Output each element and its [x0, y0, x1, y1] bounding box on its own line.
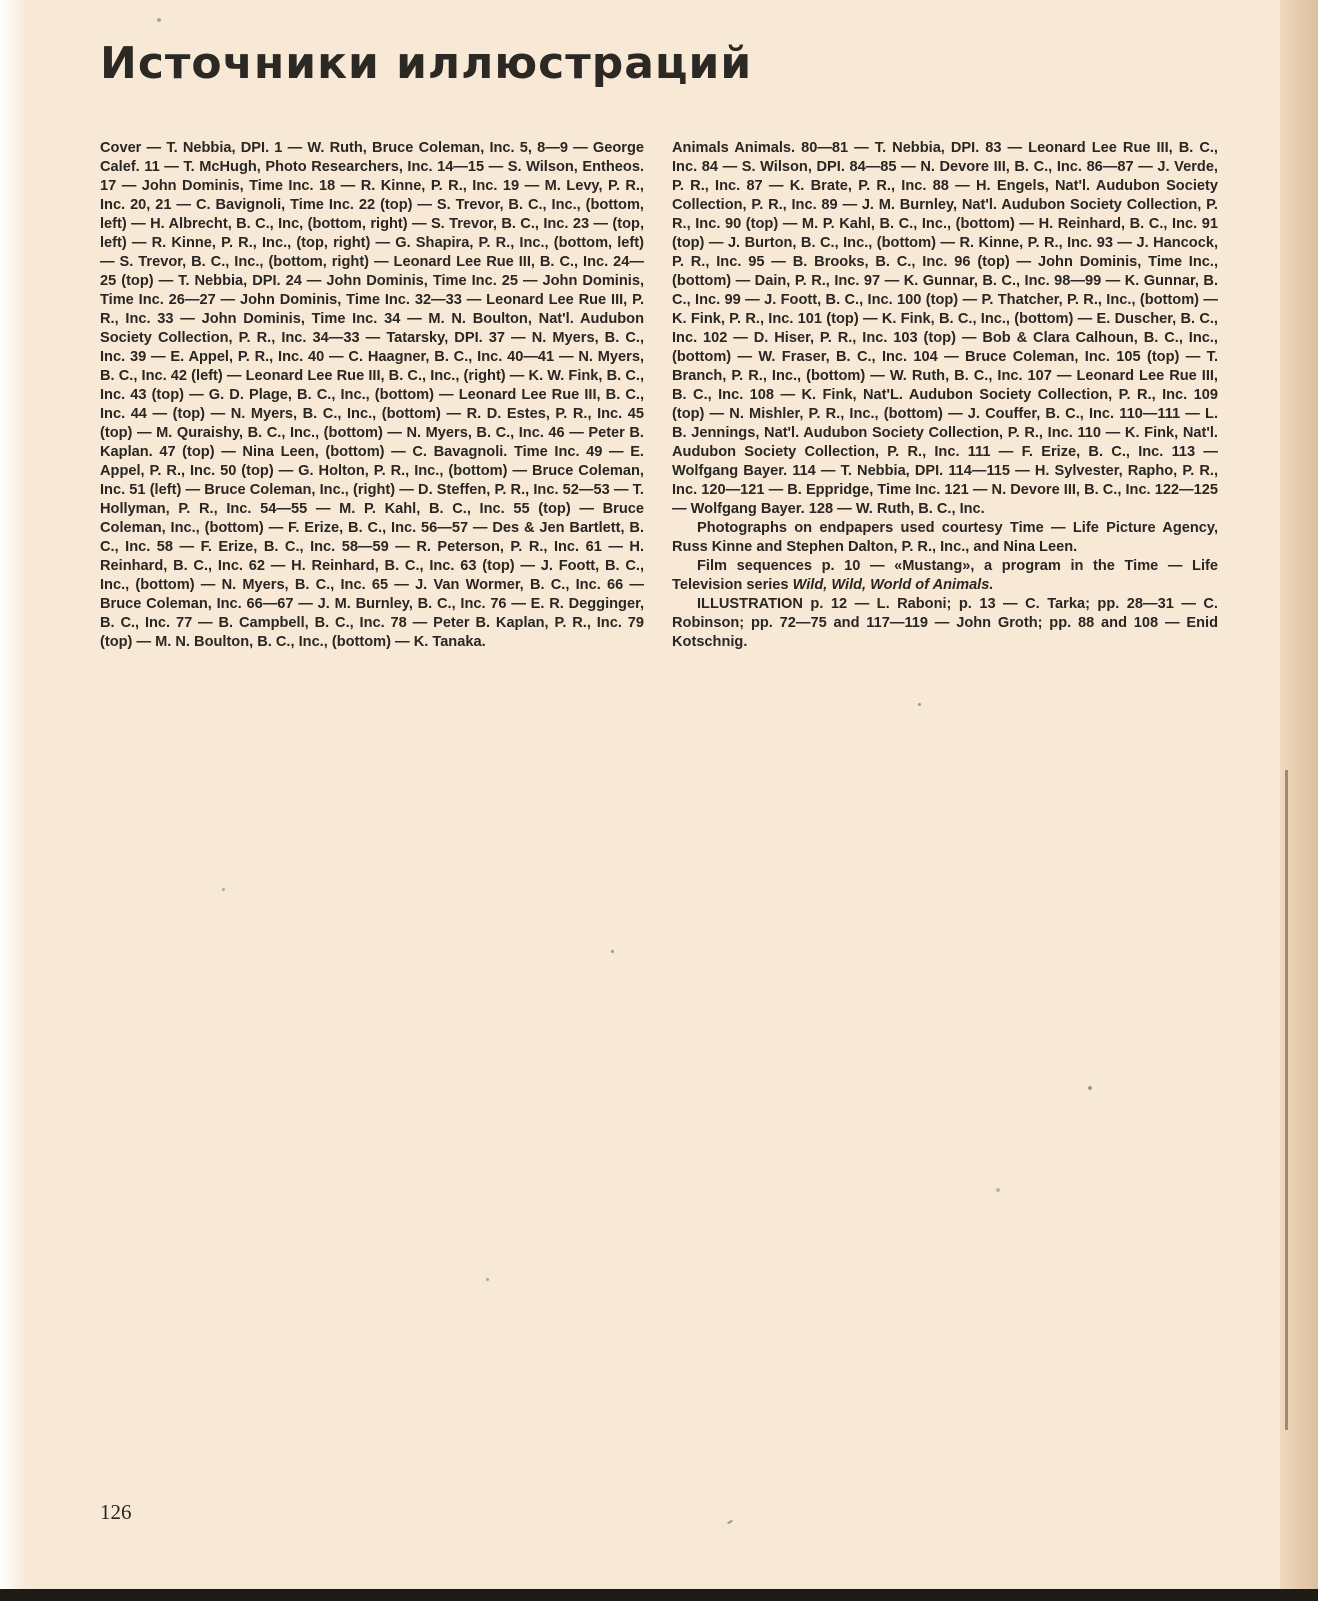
paper-speck: [727, 1520, 733, 1525]
paper-speck: [996, 1188, 1000, 1192]
scan-bottom-edge: [0, 1589, 1318, 1601]
page-title: Источники иллюстраций: [100, 38, 753, 89]
paper-speck: [486, 1278, 489, 1281]
credits-right-column: [672, 139, 1218, 652]
credits-paragraph: Animals Animals. 80—81 — T. Nebbia, DPI. 83 — Leonard Lee Rue III, B. C., Inc. 84 — S. Wilson, DPI. 84—85 — N. Devore III, B. C., Inc. 86—87 — J. Verde, P. R., Inc. 87 — K. Brate, P. R., Inc. 88 — H. Engels, Nat'l. Audubon Society Collection, P. R., Inc. 89 — J. M. Burnley, Nat'l. Audubon Society Collection, P. R., Inc. 90 (top) — M. P. Kahl, B. C., Inc., (bottom) — H. Reinhard, B. C., Inc. 91 (top) — J. Burton, B. C., Inc., (bottom) — R. Kinne, P. R., Inc. 93 — J. Hancock, P. R., Inc. 95 — B. Brooks, B. C., Inc. 96 (top) — John Dominis, Time Inc., (bottom) — Dain, P. R., Inc. 97 — K. Gunnar, B. C., Inc. 98—99 — K. Gunnar, B. C., Inc. 99 — J. Foott, B. C., Inc. 100 (top) — P. Thatcher, P. R., Inc., (bottom) — K. Fink, P. R., Inc. 101 (top) — K. Fink, B. C., Inc., (bottom) — E. Duscher, B. C., Inc. 102 — D. Hiser, P. R., Inc. 103 (top) — Bob & Clara Calhoun, B. C., Inc., (bottom) — W. Fraser, B. C., Inc. 104 — Bruce Coleman, Inc. 105 (top) — T. Branch, P. R., Inc., (bottom) — W. Ruth, B. C., Inc. 107 — Leonard Lee Rue III, B. C., Inc. 108 — K. Fink, Nat'L. Audubon Society Collection, P. R., Inc. 109 (top) — N. Mishler, P. R., Inc., (bottom) — J. Couffer, B. C., Inc. 110—111 — L. B. Jennings, Nat'l. Audubon Society Collection, P. R., Inc. 110 — K. Fink, Nat'l. Audubon Society Collection, P. R., Inc. 111 — F. Erize, B. C., Inc. 113 — Wolfgang Bayer. 114 — T. Nebbia, DPI. 114—115 — H. Sylvester, Rapho, P. R., Inc. 120—121 — B. Eppridge, Time Inc. 121 — N. Devore III, B. C., Inc. 122—125 — Wolfgang Bayer. 128 — W. Ruth, B. C., Inc.: [672, 140, 1218, 517]
film-sequences-text: Film sequences p. 10 — «Mustang», a program in the Time — Life Television series: [672, 558, 1218, 593]
credits-paragraph: Cover — T. Nebbia, DPI. 1 — W. Ruth, Bruce Coleman, Inc. 5, 8—9 — George Calef. 11 — T. McHugh, Photo Researchers, Inc. 14—15 — S. Wilson, Entheos. 17 — John Dominis, Time Inc. 18 — R. Kinne, P. R., Inc. 19 — M. Levy, P. R., Inc. 20, 21 — C. Bavignoli, Time Inc. 22 (top) — S. Trevor, B. C., Inc., (bottom, left) — H. Albrecht, B. C., Inc, (bottom, right) — S. Trevor, B. C., Inc. 23 — (top, left) — R. Kinne, P. R., Inc., (top, right) — G. Shapira, P. R., Inc., (bottom, left) — S. Trevor, B. C., Inc., (bottom, right) — Leonard Lee Rue III, B. C., Inc. 24—25 (top) — T. Nebbia, DPI. 24 — John Dominis, Time Inc. 25 — John Dominis, Time Inc. 26—27 — John Dominis, Time Inc. 32—33 — Leonard Lee Rue III, P. R., Inc. 33 — John Dominis, Time Inc. 34 — M. N. Boulton, Nat'l. Audubon Society Collection, P. R., Inc. 34—33 — Tatarsky, DPI. 37 — N. Myers, B. C., Inc. 39 — E. Appel, P. R., Inc. 40 — C. Haagner, B. C., Inc. 40—41 — N. Myers, B. C., Inc. 42 (left) — Leonard Lee Rue III, B. C., Inc., (right) — K. W. Fink, B. C., Inc. 43 (top) — G. D. Plage, B. C., Inc., (bottom) — Leonard Lee Rue III, B. C., Inc. 44 — (top) — N. Myers, B. C., Inc., (bottom) — R. D. Estes, P. R., Inc. 45 (top) — M. Quraishy, B. C., Inc., (bottom) — N. Myers, B. C., Inc. 46 — Peter B. Kaplan. 47 (top) — Nina Leen, (bottom) — C. Bavagnoli. Time Inc. 49 — E. Appel, P. R., Inc. 50 (top) — G. Holton, P. R., Inc., (bottom) — Bruce Coleman, Inc. 51 (left) — Bruce Coleman, Inc., (right) — D. Steffen, P. R., Inc. 52—53 — T. Hollyman, P. R., Inc. 54—55 — M. P. Kahl, B. C., Inc. 55 (top) — Bruce Coleman, Inc., (bottom) — F. Erize, B. C., Inc. 56—57 — Des & Jen Bartlett, B. C., Inc. 58 — F. Erize, B. C., Inc. 58—59 — R. Peterson, P. R., Inc. 61 — H. Reinhard, B. C., Inc. 62 — H. Reinhard, B. C., Inc. 63 (top) — J. Foott, B. C., Inc., (bottom) — N. Myers, B. C., Inc. 65 — J. Van Wormer, B. C., Inc. 66 — Bruce Coleman, Inc. 66—67 — J. M. Burnley, B. C., Inc. 76 — E. R. Degginger, B. C., Inc. 77 — B. Campbell, B. C., Inc. 78 — Peter B. Kaplan, P. R., Inc. 79 (top) — M. N. Boulton, B. C., Inc., (bottom) — K. Tanaka.: [100, 140, 644, 650]
paper-speck: [1088, 1086, 1092, 1090]
endpapers-note: Photographs on endpapers used courtesy Time — Life Picture Agency, Russ Kinne and Stephen Dalton, P. R., Inc., and Nina Leen.: [672, 520, 1218, 555]
paper-speck: [611, 950, 614, 953]
credits-left-column: [100, 139, 644, 652]
page-number: 126: [100, 1500, 132, 1524]
film-sequences-note: [672, 557, 1218, 595]
paper-speck: [918, 703, 921, 706]
illustration-note: ILLUSTRATION p. 12 — L. Raboni; p. 13 — C. Tarka; pp. 28—31 — C. Robinson; pp. 72—75 and 117—119 — John Groth; pp. 88 and 108 — Enid Kotschnig.: [672, 596, 1218, 650]
left-margin-shade: [0, 0, 26, 1601]
paper-speck: [222, 888, 225, 891]
spine-shadow-line: [1285, 770, 1288, 1430]
series-title: Wild, Wild, World of Animals.: [792, 577, 994, 593]
paper-speck: [157, 18, 161, 22]
